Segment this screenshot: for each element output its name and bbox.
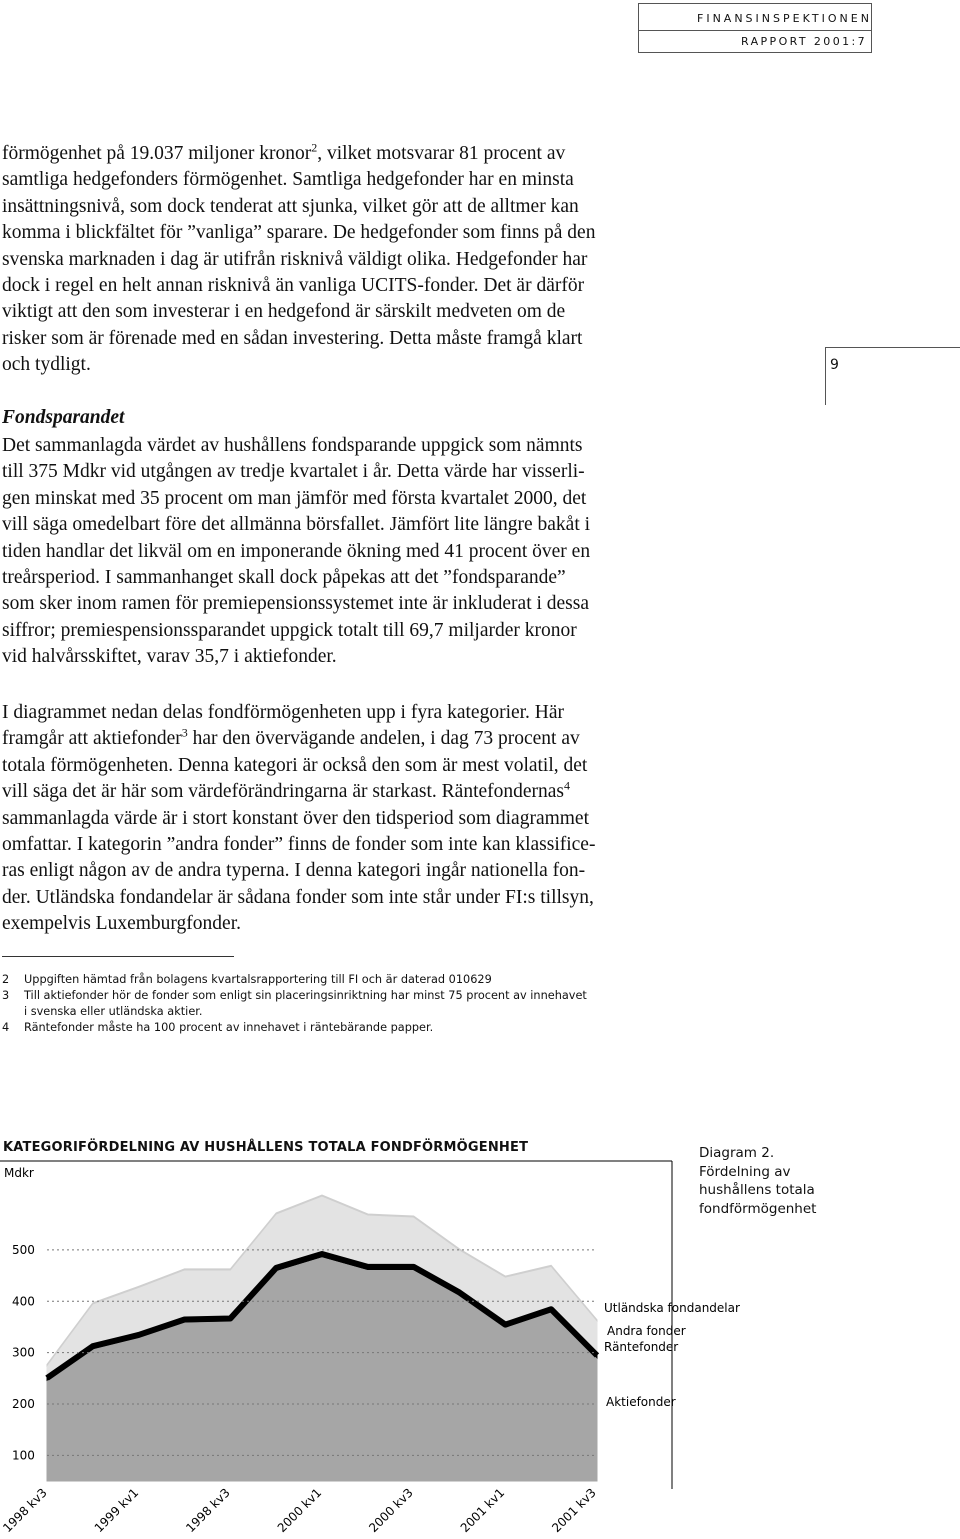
diagram-caption: Diagram 2. Fördelning av hushållens totala fondförmögenhet: [699, 1144, 849, 1218]
legend-item: Andra fonder: [607, 1324, 686, 1338]
x-tick-label: 1999 kv1: [91, 1485, 142, 1536]
y-tick-label: 400: [12, 1294, 35, 1309]
footnote-4: 4 Räntefonder måste ha 100 procent av innehavet i räntebärande papper.: [2, 1021, 434, 1034]
y-tick-label: 200: [12, 1396, 35, 1411]
legend-item: Utländska fondandelar: [604, 1301, 740, 1315]
header-report-number: RAPPORT 2001:7: [741, 35, 868, 48]
footnotes: [2, 972, 662, 1036]
legend-item: Räntefonder: [604, 1340, 679, 1354]
y-tick-label: 500: [12, 1242, 35, 1257]
page-number-rule-vertical: [825, 347, 826, 405]
footnote-ref-4[interactable]: 4: [564, 778, 571, 793]
page-number-rule-horizontal: [825, 347, 960, 348]
report-header: [638, 3, 872, 53]
section-title: Fondsparandet: [2, 407, 125, 428]
y-tick-label: 100: [12, 1448, 35, 1463]
y-tick-label: 300: [12, 1345, 35, 1360]
x-tick-label: 1998 kv3: [183, 1485, 233, 1536]
paragraph-hedgefonder: förmögenhet på 19.037 miljoner kronor$^2$, vilket motsvarar 81 procent av samtliga hedgefonders förmögenhet. Samtliga hedgefonder har en minsta insättningsnivå, som dock tenderat att sjunka, vilket gör att de alltmer kan komma i blickfältet för ”vanliga” sparare. De hedgefonder som finns på den svenska marknaden i dag är utifrån risknivå väldigt olika. Hedgefonder har dock i regel en helt annan risknivå än vanliga UCITS-fonder. Det är därför viktigt att den som investerar i en hedgefond är särskilt medveten om de risker som är förenade med en sådan investering. Detta måste framgå klart och tydligt.: [2, 140, 596, 376]
chart-title: KATEGORIFÖRDELNING AV HUSHÅLLENS TOTALA FONDFÖRMÖGENHET: [3, 1140, 529, 1155]
footnote-ref-2[interactable]: 2: [311, 140, 318, 155]
x-tick-label: 1998 kv3: [0, 1485, 50, 1536]
x-tick-label: 2000 kv3: [366, 1485, 416, 1536]
legend-item: Aktiefonder: [606, 1395, 676, 1409]
header-divider: [639, 30, 871, 31]
footnote-2: 2 Uppgiften hämtad från bolagens kvartalsrapportering till FI och är daterad 010629: [2, 973, 492, 986]
header-organization: FINANSINSPEKTIONEN: [697, 12, 872, 25]
paragraph-diagram: I diagrammet nedan delas fondförmögenheten upp i fyra kategorier. Här framgår att aktiefonder$^3$ har den övervägande andelen, i dag 73 procent av totala förmögenheten. Denna kategori är också den som är mest volatil, det vill säga det är här som värdeförändringarna är starkast. Räntefondernas$^4$ sammanlagda värde är i stort konstant över den tidsperiod som diagrammet omfattar. I kategorin ”andra fonder” finns de fonder som inte kan klassifice- ras enligt någon av de andra typerna. I denna kategori ingår nationella fon- der. Utländska fondandelar är sådana fonder som inte står under FI:s tillsyn, exempelvis Luxemburgfonder.: [2, 702, 596, 935]
x-tick-label: 2001 kv1: [457, 1485, 508, 1536]
footnote-ref-3[interactable]: 3: [181, 725, 188, 740]
footnote-rule: [2, 956, 234, 957]
paragraph-fondsparandet: Det sammanlagda värdet av hushållens fondsparande uppgick som nämnts till 375 Mdkr vid utgången av tredje kvartalet i år. Detta värde har visserli- gen minskat med 35 procent om man jämför med första kvartalet 2000, det vill säga omedelbart före det allmänna börsfallet. Jämfört lite längre bakåt i tiden handlar det likväl om en imponerande ökning med 41 procent över en treårsperiod. I sammanhanget skall dock påpekas att det ”fondsparande” som sker inom ramen för premiepensionssystemet inte är inkluderat i dessa siffror; premiespensionssparandet uppgick totalt till 69,7 miljarder kronor vid halvårsskiftet, varav 35,7 i aktiefonder.: [2, 435, 591, 668]
x-tick-label: 2001 kv3: [549, 1485, 599, 1536]
x-tick-label: 2000 kv1: [274, 1485, 325, 1536]
page-number: 9: [830, 357, 839, 373]
diagram-label: Diagram 2.: [699, 1145, 775, 1161]
footnote-3: 3 Till aktiefonder hör de fonder som enligt sin placeringsinriktning har minst 75 procent av innehavet i svenska eller utländska aktier.: [2, 989, 587, 1018]
chart-y-axis-label: Mdkr: [4, 1166, 34, 1180]
